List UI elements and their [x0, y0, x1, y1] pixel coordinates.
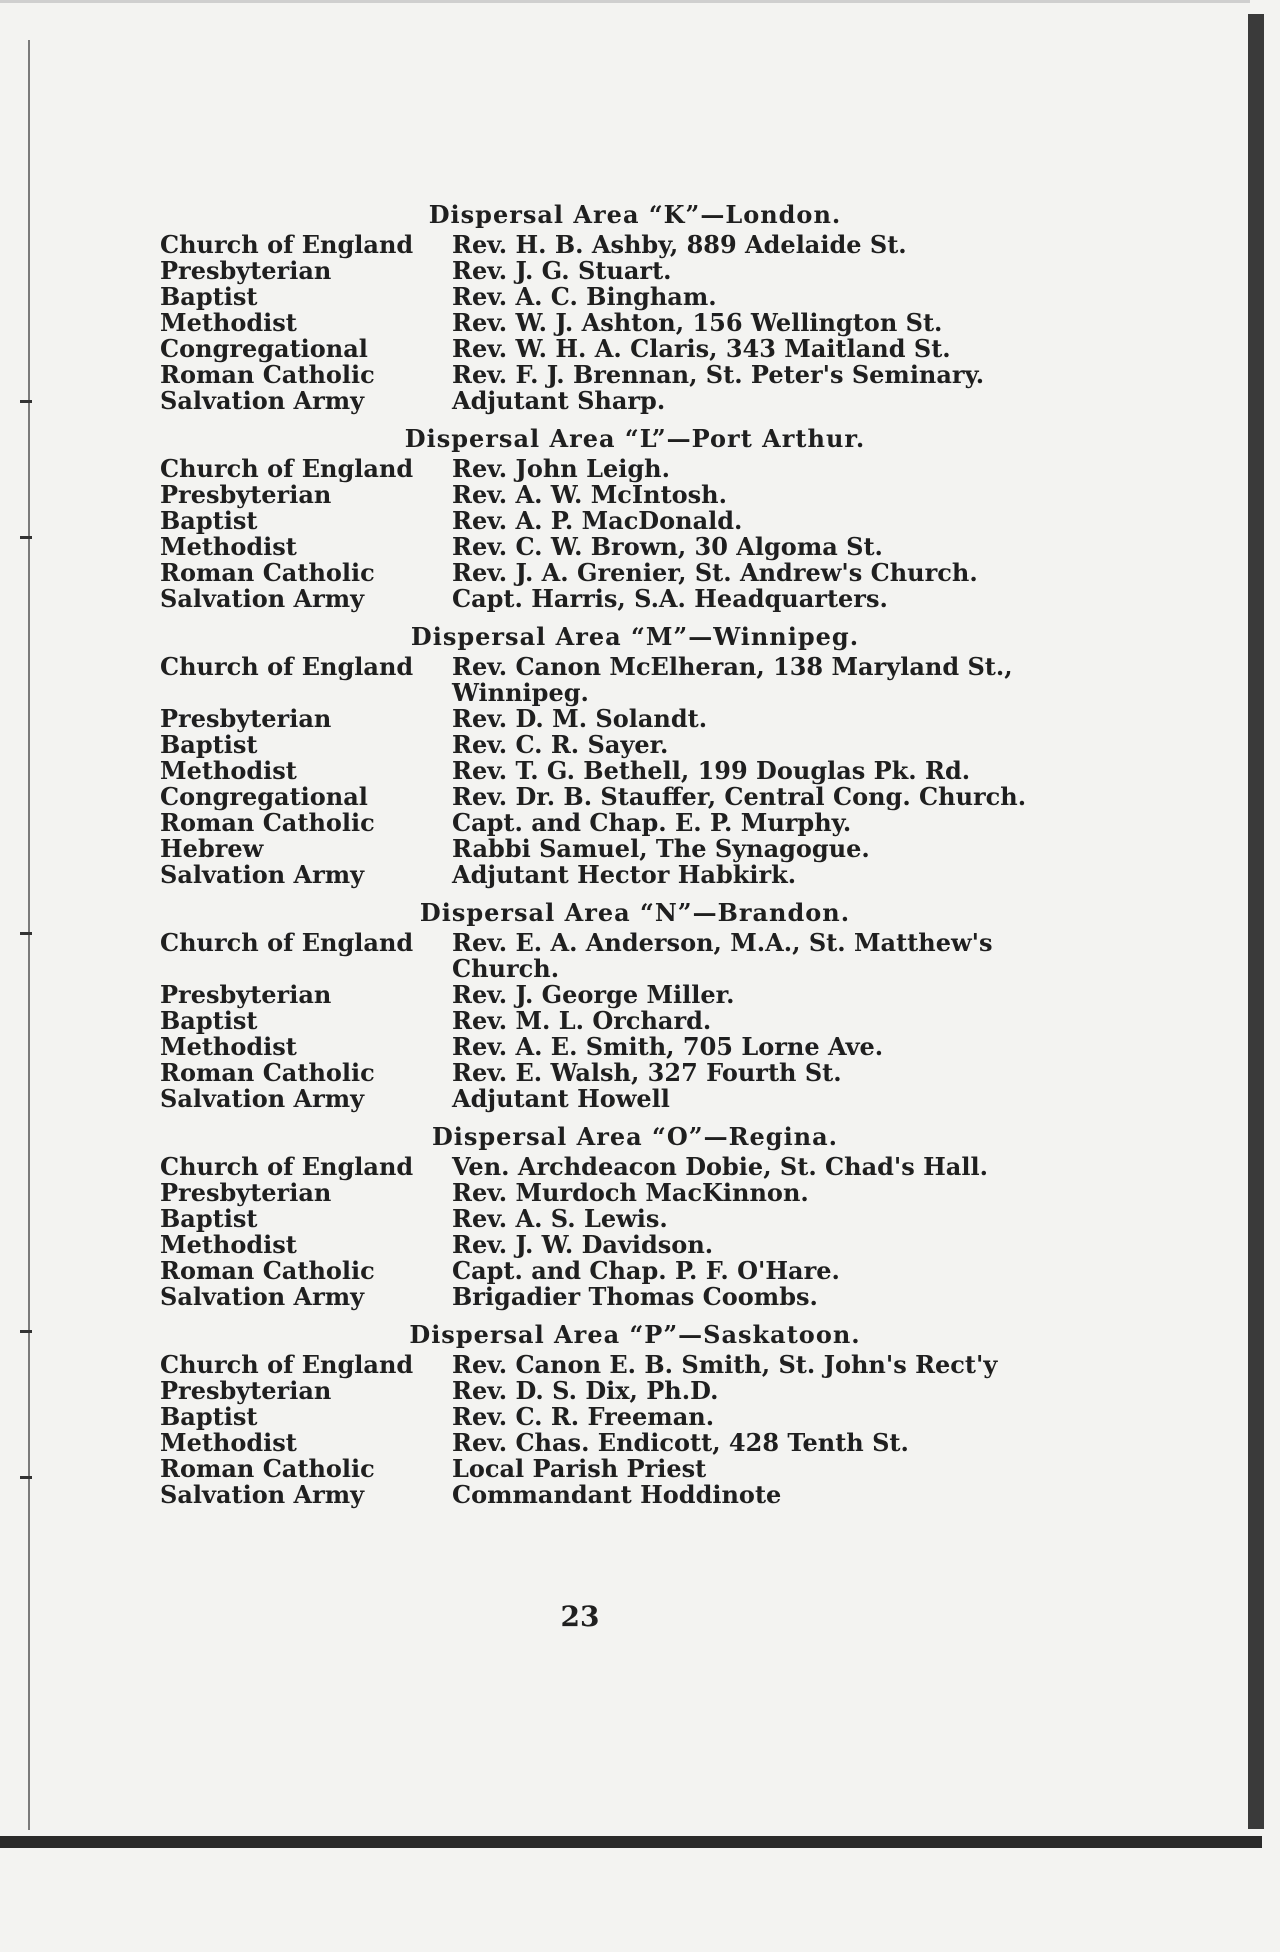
clergy-row [160, 1206, 1030, 1232]
clergy-row [160, 1232, 1030, 1258]
clergy-name: Rev. D. S. Dix, Ph.D. [452, 1376, 719, 1405]
dispersal-area-section [160, 898, 1030, 1112]
clergy-row [160, 482, 1030, 508]
clergy-name: Rev. Chas. Endicott, 428 Tenth St. [452, 1428, 909, 1457]
clergy-name: Rev. E. A. Anderson, M.A., St. Matthew's Church. [452, 928, 993, 983]
clergy-row [160, 560, 1030, 586]
margin-tick [20, 932, 32, 935]
section-heading: Dispersal Area “K”—London. [428, 200, 842, 229]
clergy-name: Rev. C. W. Brown, 30 Algoma St. [452, 532, 883, 561]
clergy-name: Adjutant Sharp. [452, 386, 666, 415]
clergy-name: Capt. and Chap. P. F. O'Hare. [452, 1256, 840, 1285]
denomination: Church of England [160, 454, 414, 483]
clergy-name: Rev. A. S. Lewis. [452, 1204, 668, 1233]
clergy-row [160, 1482, 1030, 1508]
section-heading: Dispersal Area “M”—Winnipeg. [410, 622, 860, 651]
denomination: Baptist [160, 1204, 258, 1233]
clergy-name: Adjutant Howell [452, 1084, 670, 1113]
clergy-name: Rev. A. P. MacDonald. [452, 506, 743, 535]
dispersal-area-section [160, 1122, 1030, 1310]
clergy-name: Rev. W. J. Ashton, 156 Wellington St. [452, 308, 943, 337]
clergy-name: Rev. A. E. Smith, 705 Lorne Ave. [452, 1032, 884, 1061]
denomination: Baptist [160, 1402, 258, 1431]
clergy-name: Rev. M. L. Orchard. [452, 1006, 712, 1035]
denomination: Church of England [160, 1350, 414, 1379]
bottom-edge-border [0, 1836, 1262, 1848]
clergy-row [160, 336, 1030, 362]
denomination: Roman Catholic [160, 1454, 375, 1483]
denomination: Roman Catholic [160, 558, 375, 587]
clergy-row [160, 310, 1030, 336]
clergy-row [160, 1456, 1030, 1482]
denomination: Presbyterian [160, 1178, 332, 1207]
clergy-row [160, 706, 1030, 732]
clergy-name: Rev. J. A. Grenier, St. Andrew's Church. [452, 558, 978, 587]
clergy-name: Commandant Hoddinote [452, 1480, 782, 1509]
denomination: Church of England [160, 652, 414, 681]
dispersal-area-section [160, 622, 1030, 888]
denomination: Salvation Army [160, 1480, 365, 1509]
clergy-name: Rev. F. J. Brennan, St. Peter's Seminary. [452, 360, 985, 389]
clergy-name: Local Parish Priest [452, 1454, 707, 1483]
margin-tick [20, 1330, 32, 1333]
clergy-name: Rev. W. H. A. Claris, 343 Maitland St. [452, 334, 951, 363]
clergy-name: Rev. A. C. Bingham. [452, 282, 717, 311]
denomination: Congregational [160, 782, 368, 811]
denomination: Roman Catholic [160, 808, 375, 837]
section-heading: Dispersal Area “L”—Port Arthur. [404, 424, 866, 453]
clergy-row [160, 1430, 1030, 1456]
clergy-row [160, 784, 1030, 810]
clergy-name: Rev. A. W. McIntosh. [452, 480, 727, 509]
clergy-row [160, 284, 1030, 310]
denomination: Baptist [160, 730, 258, 759]
denomination: Presbyterian [160, 480, 332, 509]
section-heading: Dispersal Area “P”—Saskatoon. [409, 1320, 861, 1349]
clergy-name: Rabbi Samuel, The Synagogue. [452, 834, 870, 863]
clergy-row [160, 1258, 1030, 1284]
clergy-row [160, 1086, 1030, 1112]
clergy-row [160, 508, 1030, 534]
clergy-row [160, 1378, 1030, 1404]
clergy-row [160, 456, 1030, 482]
dispersal-area-section [160, 424, 1030, 612]
clergy-name: Rev. J. W. Davidson. [452, 1230, 714, 1259]
denomination: Salvation Army [160, 584, 365, 613]
clergy-name: Rev. Canon E. B. Smith, St. John's Rect'y [452, 1350, 998, 1379]
denomination: Presbyterian [160, 980, 332, 1009]
left-margin-line [28, 40, 30, 1830]
clergy-row [160, 362, 1030, 388]
clergy-row [160, 534, 1030, 560]
clergy-row [160, 758, 1030, 784]
denomination: Roman Catholic [160, 360, 375, 389]
clergy-row [160, 836, 1030, 862]
clergy-name: Brigadier Thomas Coombs. [452, 1282, 818, 1311]
clergy-row [160, 982, 1030, 1008]
denomination: Baptist [160, 506, 258, 535]
clergy-row [160, 862, 1030, 888]
denomination: Roman Catholic [160, 1256, 375, 1285]
denomination: Salvation Army [160, 1282, 365, 1311]
clergy-row [160, 1008, 1030, 1034]
clergy-row [160, 1284, 1030, 1310]
clergy-name: Rev. C. R. Freeman. [452, 1402, 715, 1431]
clergy-row [160, 732, 1030, 758]
clergy-name: Ven. Archdeacon Dobie, St. Chad's Hall. [452, 1152, 988, 1181]
clergy-name: Adjutant Hector Habkirk. [452, 860, 797, 889]
clergy-name: Rev. Murdoch MacKinnon. [452, 1178, 809, 1207]
margin-tick [20, 400, 32, 403]
clergy-row [160, 810, 1030, 836]
clergy-name: Rev. J. G. Stuart. [452, 256, 672, 285]
dispersal-area-section [160, 1320, 1030, 1508]
denomination: Salvation Army [160, 386, 365, 415]
denomination: Methodist [160, 308, 297, 337]
denomination: Baptist [160, 282, 258, 311]
clergy-name: Rev. C. R. Sayer. [452, 730, 669, 759]
clergy-name: Capt. Harris, S.A. Headquarters. [452, 584, 888, 613]
denomination: Methodist [160, 1428, 297, 1457]
clergy-row [160, 1060, 1030, 1086]
denomination: Presbyterian [160, 1376, 332, 1405]
clergy-row [160, 232, 1030, 258]
clergy-name: Rev. J. George Miller. [452, 980, 735, 1009]
clergy-row [160, 586, 1030, 612]
clergy-row [160, 654, 1030, 706]
clergy-name: Rev. Dr. B. Stauffer, Central Cong. Church. [452, 782, 1027, 811]
margin-tick [20, 1476, 32, 1479]
denomination: Church of England [160, 928, 414, 957]
section-heading: Dispersal Area “O”—Regina. [431, 1122, 839, 1151]
clergy-name: Rev. E. Walsh, 327 Fourth St. [452, 1058, 842, 1087]
clergy-row [160, 1154, 1030, 1180]
denomination: Church of England [160, 1152, 414, 1181]
section-heading: Dispersal Area “N”—Brandon. [419, 898, 851, 927]
directory-content [160, 200, 1030, 1518]
denomination: Church of England [160, 230, 414, 259]
clergy-name: Rev. Canon McElheran, 138 Maryland St., Winnipeg. [452, 652, 1013, 707]
denomination: Presbyterian [160, 704, 332, 733]
clergy-row [160, 1034, 1030, 1060]
margin-tick [20, 536, 32, 539]
denomination: Salvation Army [160, 1084, 365, 1113]
denomination: Methodist [160, 532, 297, 561]
clergy-row [160, 1180, 1030, 1206]
page-number: 23 [560, 1600, 600, 1633]
clergy-row [160, 1352, 1030, 1378]
clergy-row [160, 930, 1030, 982]
clergy-name: Rev. H. B. Ashby, 889 Adelaide St. [452, 230, 907, 259]
clergy-row [160, 388, 1030, 414]
clergy-name: Rev. D. M. Solandt. [452, 704, 708, 733]
denomination: Methodist [160, 1032, 297, 1061]
denomination: Hebrew [160, 834, 264, 863]
clergy-row [160, 258, 1030, 284]
clergy-row [160, 1404, 1030, 1430]
clergy-name: Rev. T. G. Bethell, 199 Douglas Pk. Rd. [452, 756, 971, 785]
top-edge [0, 0, 1250, 3]
denomination: Roman Catholic [160, 1058, 375, 1087]
denomination: Methodist [160, 1230, 297, 1259]
denomination: Methodist [160, 756, 297, 785]
denomination: Salvation Army [160, 860, 365, 889]
denomination: Presbyterian [160, 256, 332, 285]
right-edge-border [1248, 14, 1264, 1829]
clergy-name: Rev. John Leigh. [452, 454, 670, 483]
denomination: Baptist [160, 1006, 258, 1035]
clergy-name: Capt. and Chap. E. P. Murphy. [452, 808, 852, 837]
denomination: Congregational [160, 334, 368, 363]
dispersal-area-section [160, 200, 1030, 414]
